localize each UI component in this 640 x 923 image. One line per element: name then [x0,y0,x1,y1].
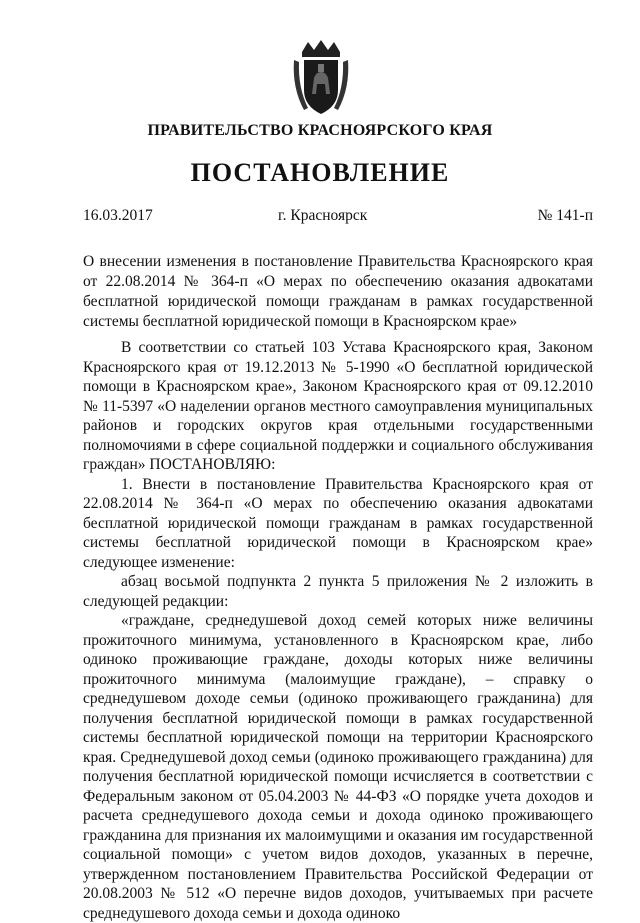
quoted-text-paragraph: «граждане, среднедушевой доход семей которых ниже величины прожиточного минимума, установленного в Красноярском крае, либо одиноко проживающие граждане, доходы которых ниже величины прожиточного минимума (малоимущие граждане), – справку о среднедушевом доходе семьи (одиноко проживающего гражданина) для получения бесплатной юридической помощи в рамках государственной системы бесплатной юридической помощи на территории Красноярского края. Среднедушевой доход семьи (одиноко проживающего гражданина) для получения бесплатной юридической помощи исчисляется в соответствии с Федеральным законом от 05.04.2003 № 44-ФЗ «О порядке учета доходов и расчета среднедушевого дохода семьи и дохода одиноко проживающего гражданина для признания их малоимущими и оказания им государственной социальной помощи» с учетом видов доходов, указанных в перечне, утвержденном постановлением Правительства Российской Федерации от 20.08.2003 № 512 «О перечне видов доходов, учитываемых при расчете среднедушевого дохода семьи и дохода одиноко [83,612,593,922]
document-body [83,338,593,923]
item-1-paragraph: 1. Внести в постановление Правительства Красноярского края от 22.08.2014 № 364-п «О мерах по обеспечению оказания адвокатами бесплатной юридической помощи гражданам в рамках государственной системы бесплатной юридической помощи в Красноярском крае» следующее изменение: [83,475,593,571]
document-date: 16.03.2017 [83,207,153,224]
preamble-paragraph: В соответствии со статьей 103 Устава Красноярского края, Законом Красноярского края от 19.12.2013 № 5-1990 «О бесплатной юридической помощи в Красноярском крае», Законом Красноярского края от 09.12.2010 № 11-5397 «О наделении органов местного самоуправления муниципальных районов и городских округов края отдельными государственными полномочиями в сфере социальной поддержки и социального обслуживания граждан» ПОСТАНОВЛЯЮ: [83,339,593,473]
document-subject: О внесении изменения в постановление Правительства Красноярского края от 22.08.2014 № 364-п «О мерах по обеспечению оказания адвокатами бесплатной юридической помощи гражданам в рамках государственной системы бесплатной юридической помощи в Красноярском крае» [83,253,593,330]
subitem-paragraph: абзац восьмой подпункта 2 пункта 5 приложения № 2 изложить в следующей редакции: [83,573,593,610]
document-number: № 141-п [537,207,593,224]
krasnoyarsk-coat-of-arms-icon [290,38,352,118]
government-name: ПРАВИТЕЛЬСТВО КРАСНОЯРСКОГО КРАЯ [147,122,493,139]
document-city: г. Красноярск [278,207,368,224]
document-type-title: ПОСТАНОВЛЕНИЕ [190,158,450,187]
